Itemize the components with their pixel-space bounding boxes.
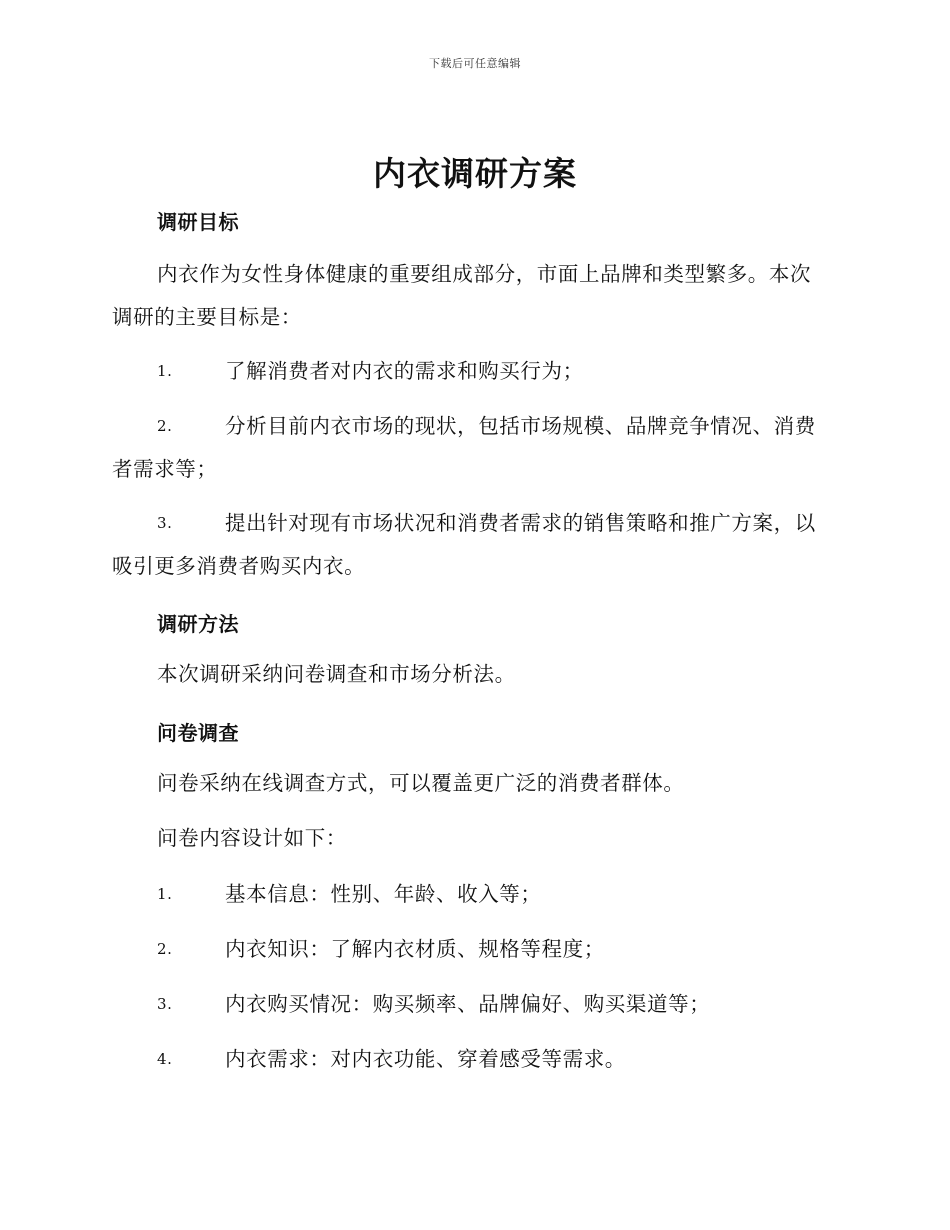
list-number: 2. [157,940,173,958]
section-heading-method: 调研方法 [157,612,239,636]
section-heading-survey: 问卷调查 [157,721,239,745]
section-heading-goal: 调研目标 [157,210,239,234]
survey-list-item [112,1038,832,1081]
list-text: 基本信息：性别、年龄、收入等； [225,882,542,906]
goal-list-item [112,502,832,588]
survey-paragraph: 问卷采纳在线调查方式，可以覆盖更广泛的消费者群体。 [157,771,685,795]
survey-list-item [112,928,832,971]
survey-list-item [112,983,832,1026]
list-text: 内衣需求：对内衣功能、穿着感受等需求。 [225,1047,626,1071]
list-text: 分析目前内衣市场的现状，包括市场规模、品牌竞争情况、消费者需求等； [112,414,816,481]
document-title: 内衣调研方案 [373,154,577,193]
list-number: 3. [157,995,173,1013]
survey-list-item [112,873,832,916]
method-paragraph: 本次调研采纳问卷调查和市场分析法。 [157,662,516,686]
header-note: 下载后可任意编辑 [429,57,521,70]
list-number: 3. [157,514,173,532]
list-number: 1. [157,362,173,380]
list-number: 4. [157,1050,173,1068]
list-text: 内衣知识：了解内衣材质、规格等程度； [225,937,605,961]
list-text: 提出针对现有市场状况和消费者需求的销售策略和推广方案，以吸引更多消费者购买内衣。 [112,511,816,578]
goal-intro-paragraph: 内衣作为女性身体健康的重要组成部分，市面上品牌和类型繁多。本次调研的主要目标是： [112,262,812,329]
list-number: 1. [157,885,173,903]
list-number: 2. [157,417,173,435]
survey-design-paragraph: 问卷内容设计如下： [157,826,347,850]
list-text: 了解消费者对内衣的需求和购买行为； [225,359,584,383]
goal-list-item [112,405,832,491]
goal-list-item [112,350,832,393]
list-text: 内衣购买情况：购买频率、品牌偏好、购买渠道等； [225,992,711,1016]
